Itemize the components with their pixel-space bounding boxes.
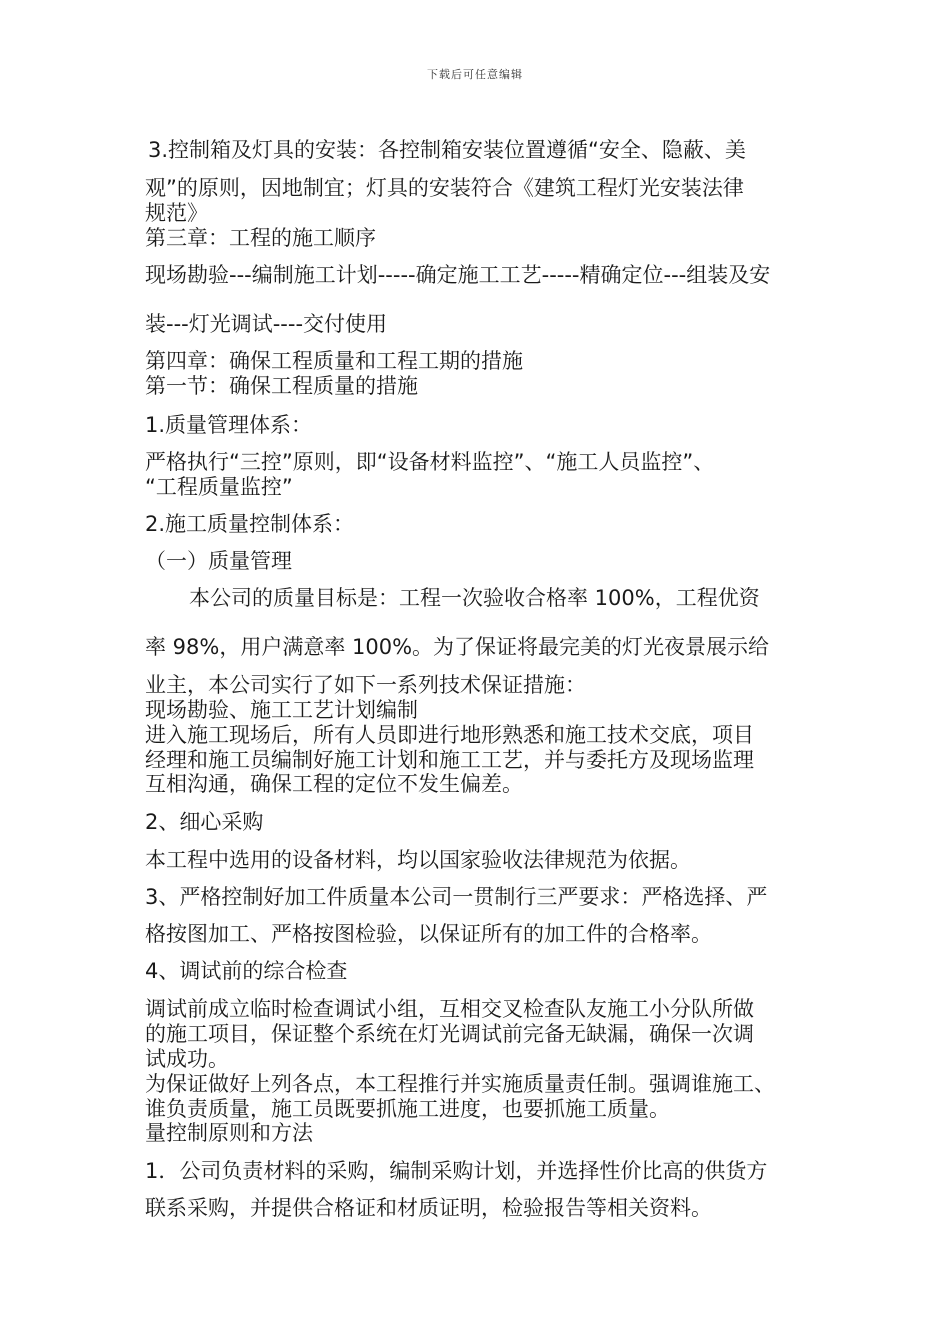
text-line: 1．公司负责材料的采购，编制采购计划，并选择性价比高的供货方 (145, 1159, 768, 1183)
text-line: 3、严格控制好加工件质量本公司一贯制行三严要求：严格选择、严 (145, 885, 768, 909)
text-line: （一）质量管理 (145, 549, 292, 573)
text-line: 调试前成立临时检查调试小组，互相交叉检查队友施工小分队所做 (145, 997, 754, 1021)
text-line: 严格执行“三控”原则，即“设备材料监控”、“施工人员监控”、 (145, 450, 715, 474)
text-line: 装---灯光调试----交付使用 (145, 312, 388, 336)
text-line: 业主，本公司实行了如下一系列技术保证措施： (145, 673, 586, 697)
chapter-heading: 第四章：确保工程质量和工程工期的措施 (145, 349, 523, 373)
text-line: 互相沟通，确保工程的定位不发生偏差。 (145, 772, 523, 796)
text-line: 3.控制箱及灯具的安装：各控制箱安装位置遵循“安全、隐蔽、美 (148, 138, 746, 162)
chapter-heading: 第三章：工程的施工顺序 (145, 226, 376, 250)
text-line: 规范》 (145, 201, 208, 225)
text-line: 现场勘验、施工工艺计划编制 (145, 698, 418, 722)
text-line: 谁负责质量，施工员既要抓施工进度，也要抓施工质量。 (145, 1097, 670, 1121)
text-line: “工程质量监控” (145, 475, 293, 499)
text-line: 4、调试前的综合检查 (145, 959, 348, 983)
page-header-watermark: 下载后可任意编辑 (427, 68, 523, 81)
text-line: 率 98%，用户满意率 100%。为了保证将最完美的灯光夜景展示给 (145, 635, 770, 659)
text-line: 观”的原则，因地制宜；灯具的安装符合《建筑工程灯光安装法律 (145, 176, 744, 200)
text-line: 的施工项目，保证整个系统在灯光调试前完备无缺漏，确保一次调 (145, 1022, 754, 1046)
text-line: 进入施工现场后，所有人员即进行地形熟悉和施工技术交底，项目 (145, 723, 754, 747)
text-line: 量控制原则和方法 (145, 1121, 313, 1145)
text-line: 为保证做好上列各点，本工程推行并实施质量责任制。强调谁施工、 (145, 1072, 775, 1096)
text-line: 经理和施工员编制好施工计划和施工工艺，并与委托方及现场监理 (145, 748, 754, 772)
text-line: 2、细心采购 (145, 810, 264, 834)
text-line: 2.施工质量控制体系： (145, 512, 355, 536)
text-line: 格按图加工、严格按图检验，以保证所有的加工件的合格率。 (145, 922, 712, 946)
section-heading: 第一节：确保工程质量的措施 (145, 374, 418, 398)
text-line: 1.质量管理体系： (145, 413, 313, 437)
text-line: 联系采购，并提供合格证和材质证明，检验报告等相关资料。 (145, 1196, 712, 1220)
text-line: 试成功。 (145, 1047, 229, 1071)
text-line: 本工程中选用的设备材料，均以国家验收法律规范为依据。 (145, 848, 691, 872)
text-line: 本公司的质量目标是：工程一次验收合格率 100%，工程优资 (189, 586, 760, 610)
text-line: 现场勘验---编制施工计划-----确定施工工艺-----精确定位---组装及安 (145, 263, 771, 287)
